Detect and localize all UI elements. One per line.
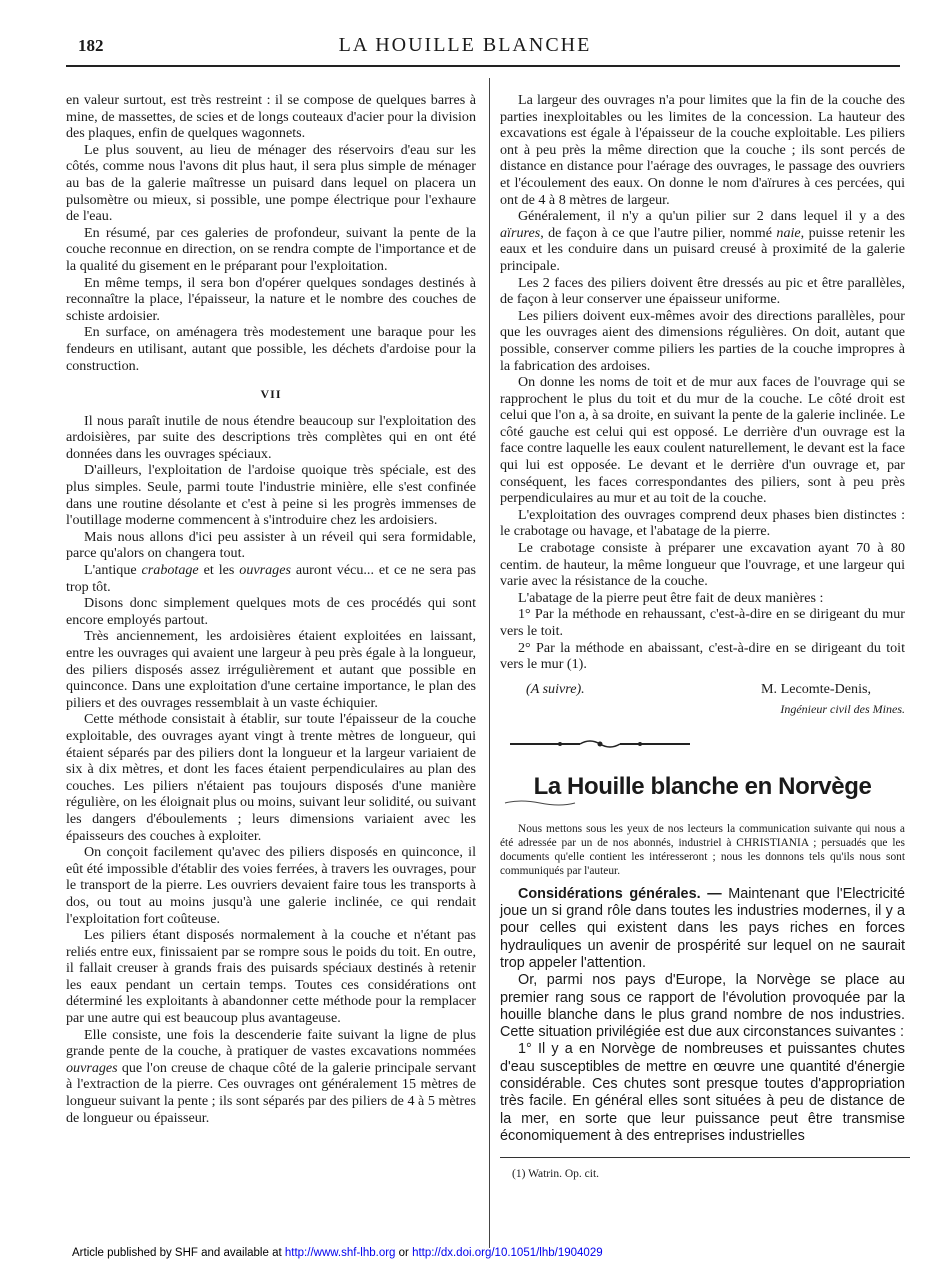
paragraph: Or, parmi nos pays d'Europe, la Norvège se place au premier rang sous ce rapport de l'évolution provoquée par la houille blanche dans le plus grand nombre de nos industries. Cette situation privilégiée est due aux circonstances suivantes :	[500, 972, 905, 1041]
paragraph: D'ailleurs, l'exploitation de l'ardoise quoique très spéciale, est des plus simples. Seule, parmi toute l'industrie minière, elle s'est confinée dans une routine désolante et c'est à peine si les progrès immenses de l'outillage moderne commencent à s'introduire chez les ardoisiers.	[66, 462, 476, 529]
article-intro	[500, 822, 905, 878]
footer-link-doi[interactable]: http://dx.doi.org/10.1051/lhb/1904029	[412, 1247, 603, 1259]
list-item: 1° Par la méthode en rehaussant, c'est-à-dire en se dirigeant du mur vers le toit.	[500, 606, 905, 639]
article-title: La Houille blanche en Norvège	[533, 772, 872, 800]
text-run: auront vécu... et ce ne sera pas trop tôt.	[66, 562, 476, 595]
paragraph: Très anciennement, les ardoisières étaient exploitées en laissant, entre les ouvrages qui avaient une largeur à peu près égale à la longueur, des piliers disposés assez irrégulièrement et autant que possible en quinconce. Dans une exploitation d'une certaine importance, le plan des piliers et des ouvrages ressemblait à un vaste échiquier.	[66, 628, 476, 711]
author-title	[500, 701, 905, 718]
text-run: , de façon à ce que l'autre pilier, nommé	[540, 224, 777, 241]
paragraph: En même temps, il sera bon d'opérer quelques sondages destinés à reconnaître la place, l'épaisseur, la nature et le nombre des couches de schiste ardoisier.	[66, 274, 476, 324]
paragraph	[500, 208, 905, 274]
text-run: L'antique	[84, 562, 142, 579]
text-run: Généralement, il n'y a qu'un pilier sur 2 dans lequel il y a des	[518, 208, 905, 225]
paragraph: On donne les noms de toit et de mur aux faces de l'ouvrage qui se rapprochent le plus du toit et du mur de la couche. Le côté droit est celui que l'on a, à sa droite, en suivant la pente de la galerie inclinée. Le côté gauche est celui qui est opposé. Le derrière d'un ouvrage est la face contre laquelle les eaux coulent naturellement, le devant est la face qui lui est opposée. Le devant et le derrière d'un ouvrage et, par conséquent, les faces correspondantes des piliers, sont à peu près perpendiculaires au mur et au toit de la couche.	[500, 374, 905, 507]
author-name: M. Lecomte-Denis,	[761, 680, 871, 697]
paragraph: En résumé, par ces galeries de profondeur, suivant la pente de la couche reconnue en direction, on se rendra compte de l'importance et de la qualité du gisement en le préparant pour l'exploitation.	[66, 224, 476, 274]
page-number: 182	[78, 36, 104, 55]
italic-term: ouvrages	[239, 562, 291, 579]
paragraph: Il nous paraît inutile de nous étendre beaucoup sur l'exploitation des ardoisières, par suite des descriptions très complètes qui en ont été données dans les ouvrages spéciaux.	[66, 412, 476, 462]
right-column	[500, 92, 905, 1183]
italic-term: ouvrages	[66, 1059, 118, 1076]
to-be-continued: (A suivre).	[526, 680, 585, 697]
text-run: que l'on creuse de chaque côté de la galerie principale servant à l'extraction de la pierre. Ces ouvrages ont généralement 15 mètres de longueur suivant la pente ; ils sont séparés par des piliers de 4 à 5 mètres de longueur ou épaisseur.	[66, 1059, 476, 1126]
method-list	[500, 606, 905, 672]
paragraph: Les piliers étant disposés normalement à la couche et n'étant pas reliés entre eux, finissaient par se rompre sous le poids du toit. En outre, il fallait creuser à grands frais des puisards spéciaux destinés à retenir les eaux pendant un certain temps. Toutes ces considérations ont déterminé les exploitants à abandonner cette méthode pour la remplacer par une autre qui est beaucoup plus avantageuse.	[66, 927, 476, 1027]
paragraph: en valeur surtout, est très restreint : il se compose de quelques barres à mine, de massettes, de scies et de longs couteaux d'acier pour la division des plaques, enfin de quelques wagonnets.	[66, 92, 476, 142]
footer-link-shf[interactable]: http://www.shf-lhb.org	[284, 1247, 396, 1259]
paragraph	[66, 1027, 476, 1127]
author-title-text: Ingénieur civil des Mines.	[780, 702, 905, 717]
paragraph: Disons donc simplement quelques mots de ces procédés qui sont encore employés partout.	[66, 595, 476, 628]
subsection-heading: Considérations générales. —	[518, 885, 722, 902]
footer-text: or	[395, 1247, 413, 1259]
signature-row	[500, 681, 905, 698]
footnote: (1) Watrin. Op. cit.	[512, 1168, 600, 1181]
text-run: Elle consiste, une fois la descenderie faite suivant la ligne de plus grande pente de la couche, à pratiquer de vastes excavations nommées	[66, 1026, 476, 1060]
column-divider	[489, 78, 490, 1248]
paragraph: On conçoit facilement qu'avec des piliers disposés en quinconce, il eût été impossible d'établir des voies ferrées, à travers les ouvrages, pour le transport de la pierre. Les ouvriers devaient faire tous les transports à dos, ou tout au moins jusqu'à une galerie inclinée, ce qui rendait l'exploitation fort coûteuse.	[66, 844, 476, 927]
paragraph: L'exploitation des ouvrages comprend deux phases bien distinctes : le crabotage ou havage, et l'abatage de la pierre.	[500, 506, 905, 540]
text-run: Maintenant que l'Electricité joue un si grand rôle dans toutes les industries modernes, il y a pour celles qui existent dans les pays riches en forces hydrauliques un avenir de prospérité sur lequel on ne saurait trop appeler l'attention.	[500, 885, 906, 971]
paragraph: Cette méthode consistait à établir, sur toute l'épaisseur de la couche exploitable, des ouvrages ayant vingt à trente mètres de longueur, qui étaient séparés par des piliers dont la longueur et la largeur variaient de six à dix mètres, et dont les faces étaient perpendiculaires au plan des couches. Les piliers n'étaient pas toujours disposés d'une manière régulière, on les éloignait plus ou moins, suivant leur solidité, ou suivant les dangers d'éboulements ; leurs dimensions variaient avec les épaisseurs des couches à exploiter.	[66, 711, 476, 844]
paragraph: La largeur des ouvrages n'a pour limites que la fin de la couche des parties inexploitables ou les limites de la concession. La hauteur des excavations est égale à l'épaisseur de la couche exploitable. Les piliers ont à peu près la même direction que la couche ; ils sont percés de distance en distance pour l'aérage des ouvrages, le passage des ouvriers et l'écoulement des eaux. On donne le nom d'aïrures à ces percées, qui ont de 4 à 8 mètres de largeur.	[500, 92, 905, 208]
intro-paragraph: Nous mettons sous les yeux de nos lecteurs la communication suivante qui nous a été adressée par un de nos abonnés, industriel à CHRISTIANIA ; persuadés que les documents qu'elle contient les intéresseront ; nous les donnons tels qu'ils nous sont communiqués par l'auteur.	[500, 822, 905, 877]
italic-term: aïrures	[500, 224, 541, 241]
italic-term: naie	[776, 224, 801, 241]
text-run: et les	[198, 562, 240, 579]
paragraph	[500, 886, 905, 972]
journal-title: LA HOUILLE BLANCHE	[338, 34, 592, 56]
header-rule	[66, 65, 900, 67]
text-run: , puisse retenir les eaux et les conduire dans un puisard creusé à proximité de la galerie principale.	[500, 224, 905, 274]
footnote-rule	[500, 1157, 910, 1158]
section-heading: VII	[260, 387, 282, 402]
paragraph: Mais nous allons d'ici peu assister à un réveil qui sera formidable, parce qu'alors on changera tout.	[66, 528, 476, 562]
article-body	[500, 886, 905, 1145]
left-column	[66, 92, 476, 1126]
paragraph: Les piliers doivent eux-mêmes avoir des directions parallèles, pour que les ouvrages aient des dimensions régulières. On doit, autant que possible, conserver comme piliers les parties de la couche impropres à la fabrication des ardoises.	[500, 307, 905, 374]
title-flourish-icon	[500, 799, 580, 807]
left-intro-paragraphs	[66, 92, 476, 374]
paragraph: En surface, on aménagera très modestement une baraque pour les fendeurs en utilisant, autant que possible, les déchets d'ardoise pour la construction.	[66, 324, 476, 374]
paragraph: 1° Il y a en Norvège de nombreuses et puissantes chutes d'eau susceptibles de mettre en œuvre une quantité d'énergie considérable. Ces chutes sont presque toutes d'appropriation très facile. En général elles sont situées à peu de distance de la mer, en sorte que leur puissance peut être transmise économiquement à des entreprises industrielles	[500, 1041, 905, 1144]
paragraph: L'abatage de la pierre peut être fait de deux manières :	[518, 589, 824, 606]
list-item: 2° Par la méthode en abaissant, c'est-à-dire en se dirigeant du toit vers le mur (1).	[500, 639, 905, 673]
paragraph: Le crabotage consiste à préparer une excavation ayant 70 à 80 centim. de hauteur, la même longueur que l'ouvrage, et une largeur qui varie avec la résistance de la couche.	[500, 540, 905, 590]
footer-text: Article published by SHF and available at	[72, 1247, 285, 1259]
publication-footer	[72, 1247, 603, 1259]
italic-term: crabotage	[141, 562, 199, 579]
paragraph: Les 2 faces des piliers doivent être dressés au pic et être parallèles, de façon à leur conserver une épaisseur uniforme.	[500, 274, 905, 308]
paragraph	[66, 562, 476, 595]
paragraph: Le plus souvent, au lieu de ménager des réservoirs d'eau sur les côtés, comme nous l'avons dit plus haut, il sera plus simple de ménager au bas de la galerie maîtresse un puisard dans lequel on placera un pulsomètre ou mieux, si possible, une pompe électrique pour l'exhaure de l'eau.	[66, 141, 476, 225]
ornament-divider-icon	[500, 738, 700, 750]
